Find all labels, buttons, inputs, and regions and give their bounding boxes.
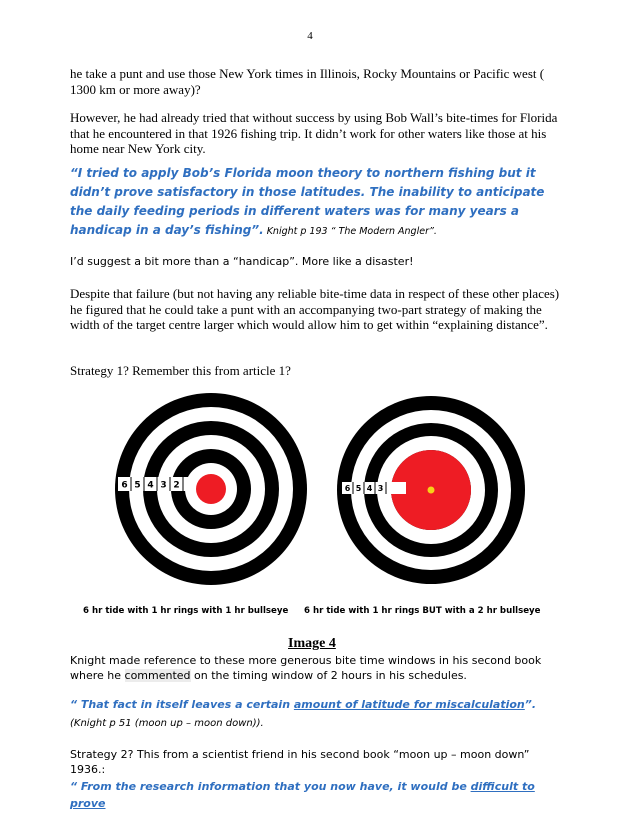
ring-label-5: 5: [355, 484, 362, 493]
paragraph-5: Strategy 1? Remember this from article 1?: [70, 363, 291, 378]
ring-label-4: 4: [147, 480, 154, 491]
quote-knight-193: [70, 164, 560, 241]
target-2hr-bullseye: [336, 395, 526, 585]
quote-1-text: “I tried to apply Bob’s Florida moon theory to northern fishing but it didn’t prove satisfactory in those latitudes. The inability to anticipate the daily feeding periods in different waters was for many years a handicap in a day’s fishing”.: [70, 166, 545, 237]
caption-right-target: 6 hr tide with 1 hr rings BUT with a 2 hr bullseye: [304, 606, 541, 616]
quote-knight-51: [70, 696, 560, 732]
quote-2-text-end: ”.: [524, 698, 537, 711]
ring-label-3: 3: [377, 484, 384, 493]
quote-2-text-start: “ That fact in itself leaves a certain: [70, 698, 294, 711]
ring-label-2: 2: [393, 484, 399, 493]
page-number: 4: [307, 30, 313, 42]
caption-left-target: 6 hr tide with 1 hr rings with 1 hr bullseye: [83, 606, 289, 616]
ring-label-4: 4: [366, 484, 373, 493]
quote-3-text: “ From the research information that you now have, it would be: [70, 780, 471, 793]
paragraph-6-start: Knight made reference to these more generous bite time windows in his second book where he: [70, 654, 542, 682]
quote-1-citation: Knight p 193 “ The Modern Angler”.: [263, 226, 437, 237]
ring-label-6: 6: [121, 480, 128, 491]
quote-3-underlined-2: prove: [70, 797, 106, 810]
ring-label-2: 2: [173, 480, 180, 491]
yellow-center-dot: [428, 487, 435, 494]
paragraph-3: I’d suggest a bit more than a “handicap”. More like a disaster!: [70, 255, 414, 268]
target-1hr-bullseye: [114, 392, 308, 586]
ring-label-6: 6: [344, 484, 351, 493]
paragraph-4: Despite that failure (but not having any reliable bite-time data in respect of these other places) he figured that he could take a punt with an accompanying two-part strategy of making the width of the target centre larger which would allow him to get within “explaining distance”.: [70, 286, 560, 332]
quote-3-underlined-1: difficult to: [470, 780, 535, 793]
quote-scientist: [70, 778, 560, 812]
paragraph-1: he take a punt and use those New York times in Illinois, Rocky Mountains or Pacific west ( 1300 km or more away)?: [70, 66, 545, 97]
paragraph-6-end: on the timing window of 2 hours in his schedules.: [190, 669, 467, 682]
quote-2-underlined-phrase: amount of latitude for miscalculation: [293, 698, 525, 711]
paragraph-2: However, he had already tried that without success by using Bob Wall’s bite-times for Florida that he encountered in that 1926 fishing trip. It didn’t work for other waters like those at his home near New York city.: [70, 110, 558, 156]
red-bullseye: [196, 474, 226, 504]
paragraph-6: [70, 653, 560, 683]
paragraph-7: Strategy 2? This from a scientist friend in his second book “moon up – moon down” 1936.:: [70, 748, 530, 776]
quote-2-citation: (Knight p 51 (moon up – moon down)).: [70, 718, 264, 729]
ring-label-3: 3: [160, 480, 167, 491]
highlighted-word: commented: [124, 669, 191, 682]
figure-label: Image 4: [288, 636, 336, 651]
ring-label-5: 5: [134, 480, 141, 491]
